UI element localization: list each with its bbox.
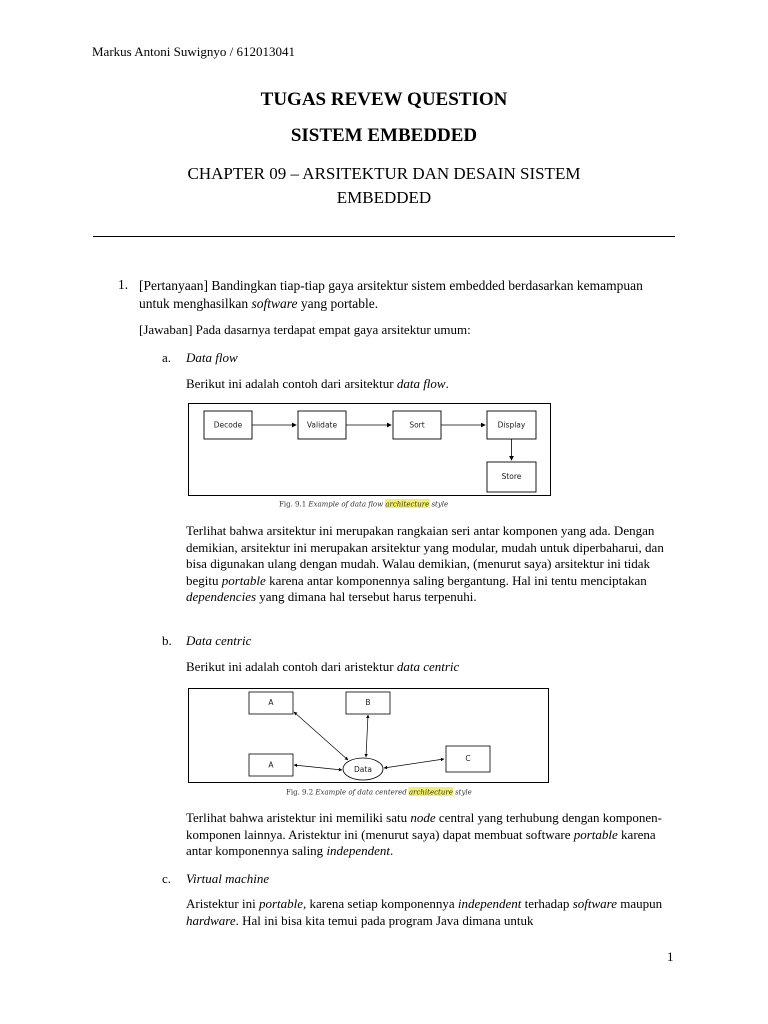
item-c-label: c.	[162, 871, 172, 886]
italic-text-segment: node	[410, 810, 436, 825]
text-segment: .	[389, 843, 394, 858]
item-b-label: b.	[162, 633, 172, 648]
text-segment: yang dimana hal tersebut harus terpenuhi.	[256, 589, 477, 604]
svg-text:Data: Data	[354, 765, 372, 774]
figure-9-1-caption-text: Fig. 9.1 Example of data flow architecture style	[279, 500, 449, 509]
item-c-title: Virtual machine	[186, 871, 270, 886]
text-segment: karena antar komponennya saling	[186, 826, 656, 858]
text-segment: . Hal ini bisa kita temui pada program Java dimana untuk	[235, 912, 534, 928]
text-segment: central yang terhubung dengan komponen-komponen lainnya. Aristektur ini (menurut saya) dapat membuat software	[186, 810, 663, 842]
italic-text-segment: independent	[326, 843, 390, 858]
chapter-title: CHAPTER 09 – ARSITEKTUR DAN DESAIN SISTEM EMBEDDED	[187, 164, 581, 207]
text-segment: Terlihat bahwa arsitektur ini merupakan rangkaian seri antar komponen yang ada. Dengan demikian, arsitektur ini merupakan arsitektur yang modular, mudah untuk diperbaharui, dan bisa digunakan ulang dengan mudah. Walau demikian, (menurut saya) arsitektur ini tidak begitu	[186, 523, 664, 588]
title-line-1: TUGAS REVEW QUESTION	[260, 89, 508, 110]
svg-text:Store: Store	[501, 472, 522, 481]
text-segment: maupun	[617, 896, 663, 911]
text-segment: Berikut ini adalah contoh dari aristektur	[186, 659, 397, 674]
node-validate	[298, 411, 346, 439]
item-a-intro	[186, 376, 666, 393]
text-segment: terhadap	[521, 896, 573, 911]
item-a-body	[186, 523, 668, 606]
edge-a-top-data	[294, 712, 348, 760]
node-a-bottom	[249, 754, 293, 776]
node-store	[487, 462, 536, 492]
italic-text-segment: portable	[258, 896, 303, 911]
italic-text-segment: data flow	[396, 376, 446, 391]
title-line-2: SISTEM EMBEDDED	[290, 125, 478, 146]
italic-text-segment: software	[572, 896, 617, 911]
svg-text:Validate: Validate	[306, 420, 338, 430]
text-segment: .	[445, 376, 449, 391]
item-c-body	[186, 896, 672, 929]
data-centric-diagram	[188, 688, 552, 800]
figure-9-1-caption	[279, 499, 448, 509]
node-decode	[204, 411, 252, 439]
page-number: 1	[667, 949, 674, 964]
item-b-title: Data centric	[186, 633, 252, 648]
italic-text-segment: hardware	[186, 912, 236, 928]
item-b-body	[186, 810, 672, 860]
header-author: Markus Antoni Suwignyo / 612013041	[92, 44, 295, 59]
text-segment: Aristektur ini	[186, 896, 259, 911]
node-display	[487, 411, 536, 439]
item-b-intro	[186, 659, 666, 676]
edge-data-c	[384, 759, 444, 768]
svg-text:C: C	[465, 754, 471, 763]
italic-text-segment: dependencies	[186, 589, 257, 604]
answer-intro: [Jawaban] Pada dasarnya terdapat empat gaya arsitektur umum:	[139, 322, 471, 337]
node-a-top	[249, 692, 293, 714]
node-sort	[393, 411, 441, 439]
svg-text:A: A	[268, 698, 274, 707]
text-segment: [Pertanyaan] Bandingkan tiap-tiap gaya arsitektur sistem embedded berdasarkan kemampuan untuk menghasilkan	[139, 278, 643, 311]
node-b	[346, 692, 390, 714]
svg-text:A: A	[268, 760, 274, 770]
edge-b-data	[366, 715, 368, 757]
question-number: 1.	[118, 277, 129, 292]
svg-text:Display: Display	[497, 420, 526, 430]
edge-a-bottom-data	[294, 765, 342, 770]
italic-text-segment: data centric	[396, 659, 460, 674]
svg-text:B: B	[365, 698, 371, 707]
node-c	[446, 746, 490, 772]
text-segment: , karena setiap komponennya	[303, 896, 458, 911]
italic-text-segment: portable	[573, 826, 618, 842]
text-segment: yang portable.	[297, 296, 379, 311]
figure-data-flow	[188, 403, 552, 511]
text-segment: Berikut ini adalah contoh dari arsitektur	[186, 376, 397, 391]
figure-9-2-caption	[286, 787, 472, 797]
svg-text:Sort: Sort	[409, 420, 425, 430]
data-flow-diagram	[188, 403, 552, 511]
svg-text:Decode: Decode	[213, 420, 243, 430]
item-a-title: Data flow	[186, 350, 238, 365]
item-a-label: a.	[162, 350, 172, 365]
italic-text-segment: portable	[221, 572, 266, 588]
question-text	[139, 277, 659, 313]
title-divider	[93, 236, 675, 237]
node-data	[343, 758, 383, 780]
text-segment: Terlihat bahwa aristektur ini memiliki satu	[186, 810, 411, 825]
figure-data-centric	[188, 688, 552, 800]
italic-text-segment: software	[251, 296, 298, 311]
text-segment: karena antar komponennya saling bergantung. Hal ini tentu menciptakan	[265, 572, 647, 588]
italic-text-segment: independent	[457, 896, 522, 911]
figure-9-2-caption-text: Fig. 9.2 Example of data centered architecture style	[286, 788, 472, 797]
